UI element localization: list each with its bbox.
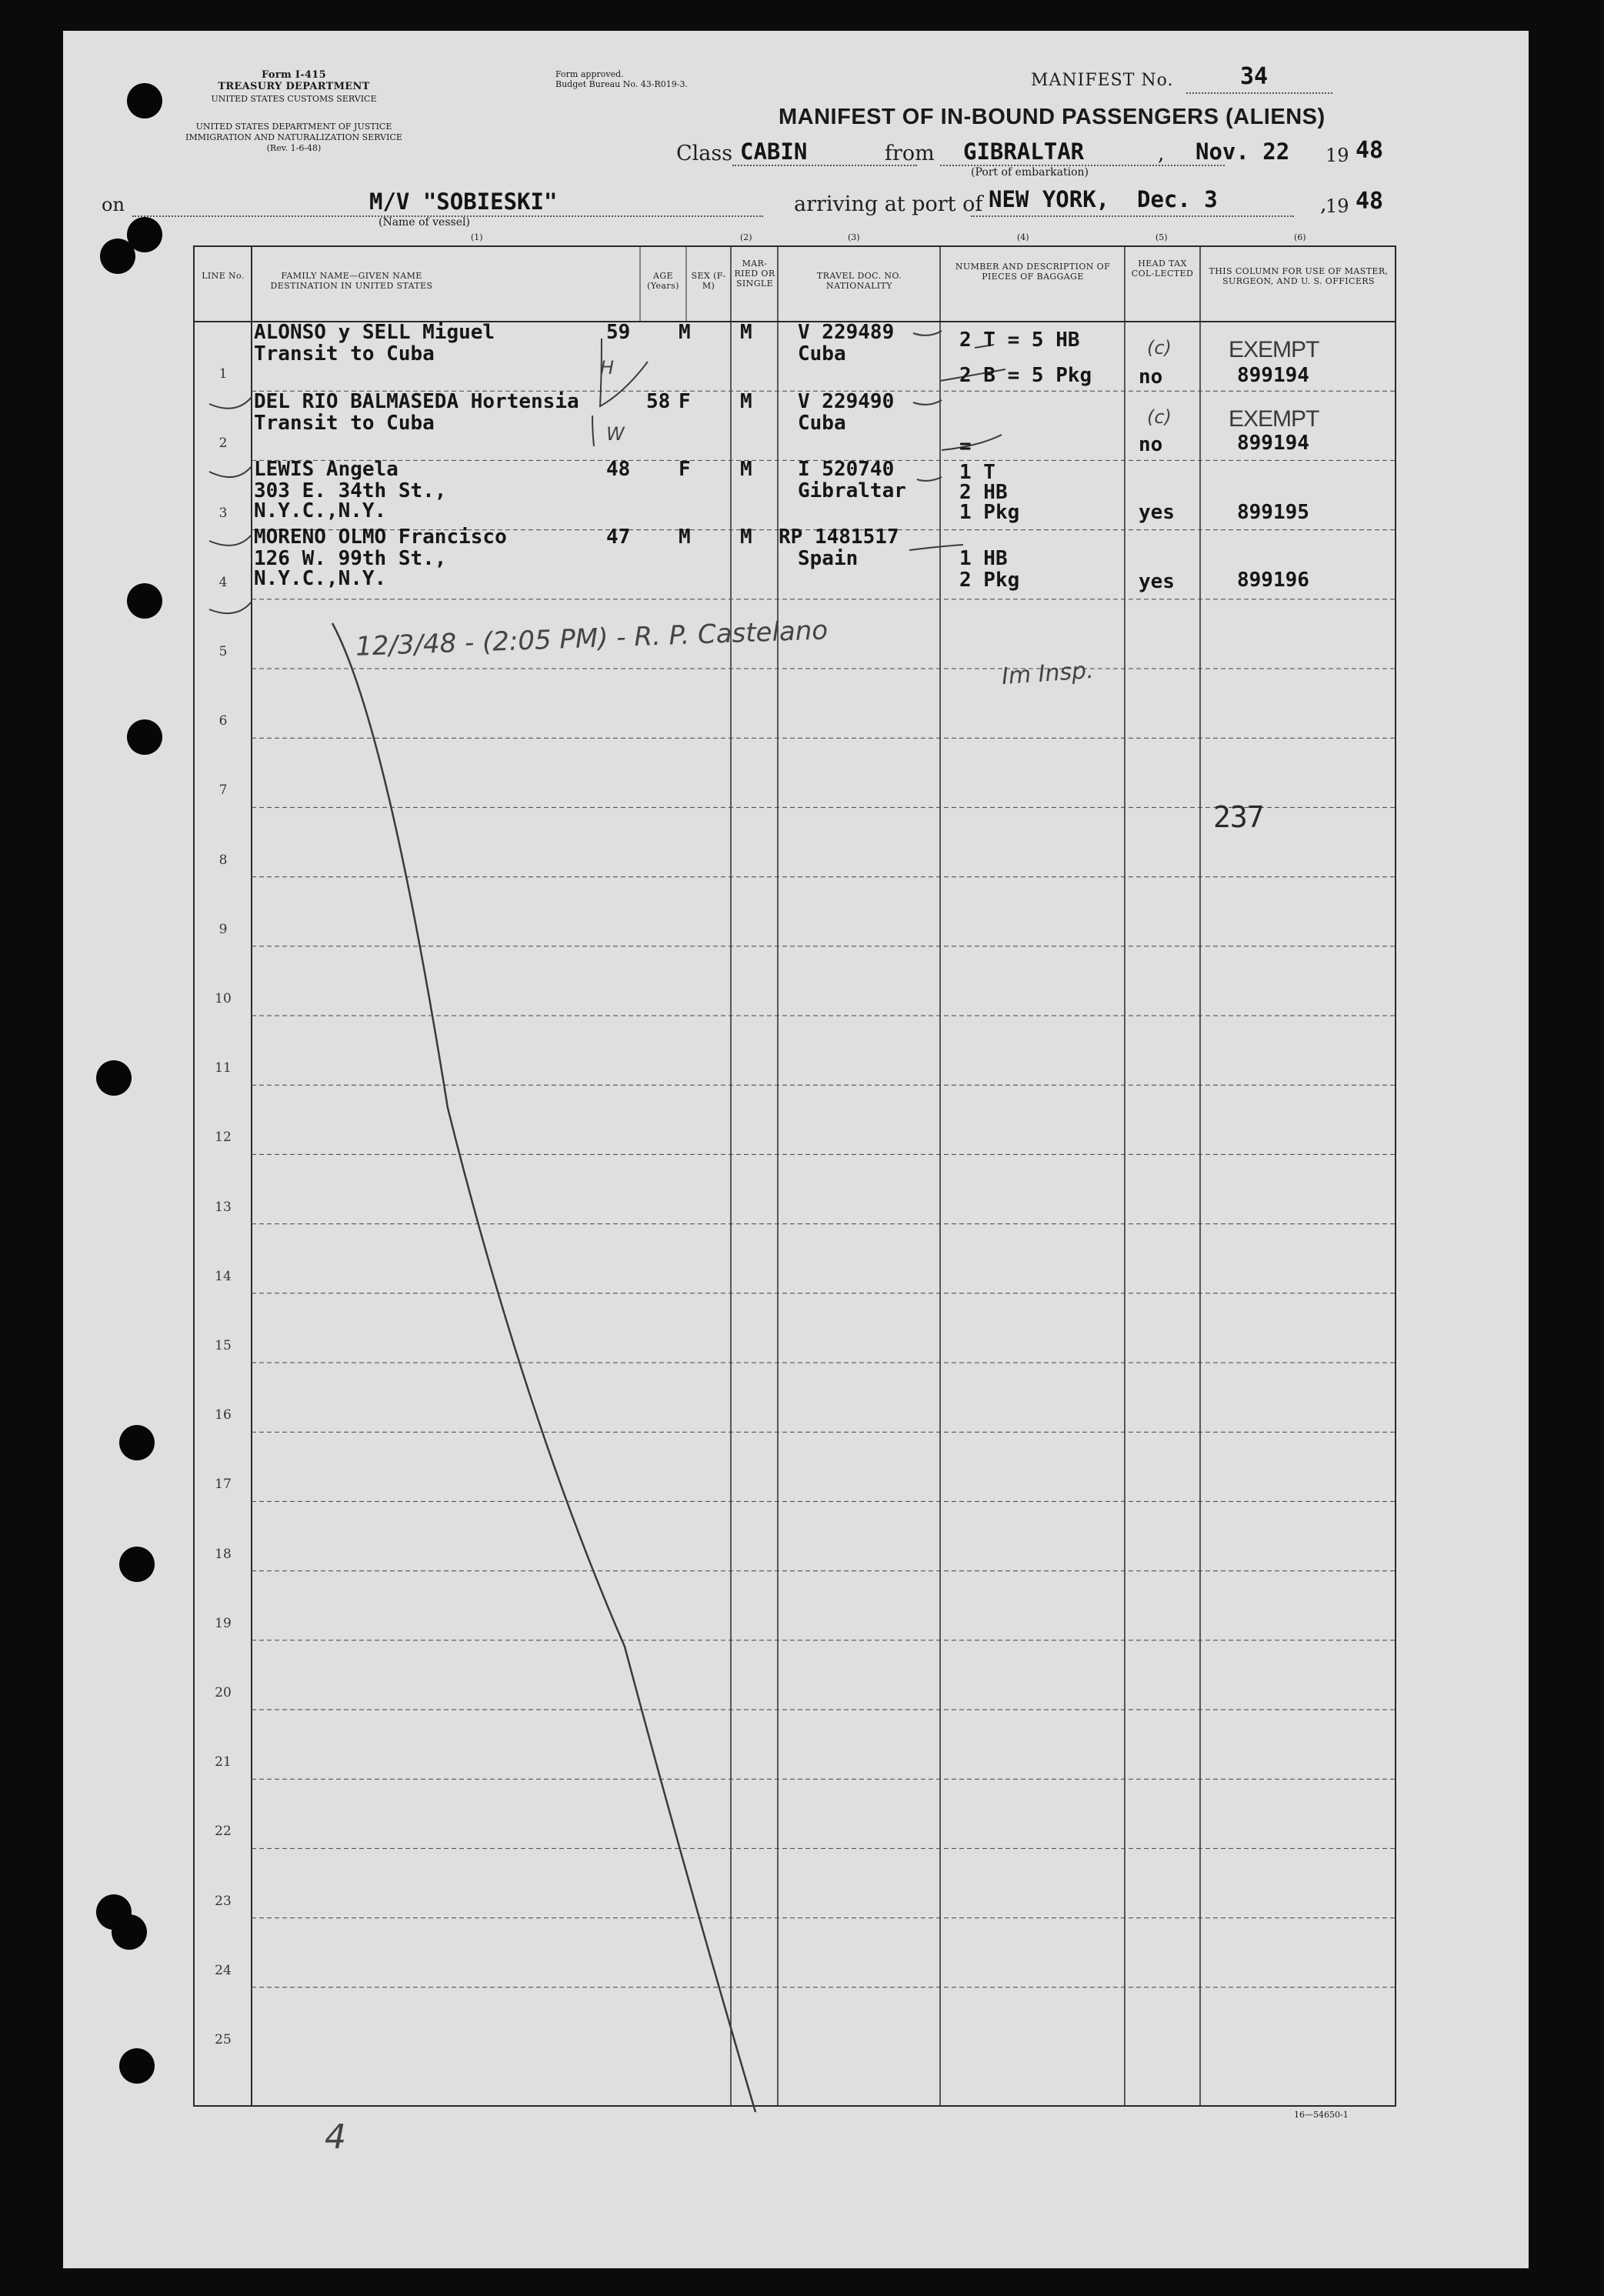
col-num-1: (1) bbox=[471, 232, 483, 242]
line-number: 15 bbox=[215, 1338, 232, 1353]
line-number: 3 bbox=[218, 505, 228, 521]
col-line-header: LINE No. bbox=[202, 271, 245, 281]
page-mark: 4 bbox=[325, 2117, 346, 2157]
arrival-year: 48 bbox=[1356, 188, 1384, 215]
passenger-4-age: 47 bbox=[606, 526, 631, 549]
passenger-2-exempt-stamp: EXEMPT bbox=[1229, 406, 1319, 432]
passenger-3-name: LEWIS Angela bbox=[254, 458, 398, 481]
arrival-date: Dec. 3 bbox=[1137, 186, 1218, 212]
col-travel-header: TRAVEL DOC. NO. NATIONALITY bbox=[816, 271, 902, 291]
col-num-4: (4) bbox=[1017, 232, 1029, 242]
passenger-2-tax: no bbox=[1139, 433, 1163, 456]
line-number: 11 bbox=[215, 1060, 232, 1076]
binder-hole bbox=[127, 583, 162, 619]
passenger-1-tax: no bbox=[1139, 365, 1163, 389]
passenger-1-sex: M bbox=[679, 321, 691, 344]
col-name-header: FAMILY NAME—GIVEN NAME DESTINATION IN UNITED STATES bbox=[270, 271, 433, 291]
class-value: CABIN bbox=[740, 138, 808, 165]
embark-date: Nov. 22 bbox=[1195, 138, 1290, 165]
passenger-1-officer-no: 899194 bbox=[1237, 364, 1309, 387]
print-code: 16—54650-1 bbox=[1294, 2110, 1349, 2120]
passenger-4-baggage-2: 2 Pkg bbox=[959, 569, 1020, 592]
on-label: on bbox=[102, 194, 125, 215]
line-number: 22 bbox=[215, 1824, 232, 1840]
col-age-header: AGE (Years) bbox=[647, 271, 679, 291]
line-number: 10 bbox=[215, 991, 232, 1006]
embark-year: 48 bbox=[1356, 137, 1384, 164]
arriving-label: arriving at port of bbox=[794, 192, 983, 216]
line-number: 13 bbox=[215, 1199, 232, 1215]
passenger-3-sex: F bbox=[679, 458, 691, 481]
binder-hole bbox=[119, 1425, 155, 1460]
comma-1: , bbox=[1158, 142, 1165, 165]
vessel-name: M/V "SOBIESKI" bbox=[369, 189, 558, 215]
passenger-1-baggage-1: 2 T = 5 HB bbox=[959, 329, 1080, 352]
binder-hole bbox=[96, 1060, 132, 1096]
passenger-2-hand-mark: W bbox=[606, 423, 625, 445]
col-num-6: (6) bbox=[1294, 232, 1306, 242]
check-marks bbox=[209, 331, 1005, 2112]
year-prefix-1: 19 bbox=[1326, 145, 1349, 166]
col-headtax-header: HEAD TAX COL-LECTED bbox=[1131, 259, 1194, 279]
passenger-1-baggage-2: 2 B = 5 Pkg bbox=[959, 364, 1092, 387]
passenger-1-dest: Transit to Cuba bbox=[254, 342, 435, 365]
passenger-3-baggage-3: 1 Pkg bbox=[959, 501, 1020, 524]
col-num-3: (3) bbox=[848, 232, 860, 242]
passenger-2-dest: Transit to Cuba bbox=[254, 412, 435, 435]
passenger-3-dest: 303 E. 34th St., bbox=[254, 479, 447, 502]
line-number: 9 bbox=[218, 921, 228, 937]
vessel-caption: (Name of vessel) bbox=[378, 216, 470, 229]
ins-service: IMMIGRATION AND NATURALIZATION SERVICE bbox=[185, 132, 402, 142]
from-value: GIBRALTAR bbox=[963, 138, 1085, 165]
class-label: Class bbox=[676, 142, 733, 165]
line-number: 25 bbox=[215, 2032, 232, 2047]
passenger-1-nationality: Cuba bbox=[798, 342, 846, 365]
col-officers-header: THIS COLUMN FOR USE OF MASTER, SURGEON, AND U. S. OFFICERS bbox=[1209, 266, 1389, 286]
line-number: 14 bbox=[215, 1268, 232, 1284]
passenger-1-doc: V 229489 bbox=[798, 321, 895, 344]
inspector-title: Im Insp. bbox=[1000, 656, 1095, 691]
passenger-3-married: M bbox=[740, 458, 752, 481]
treasury-department: TREASURY DEPARTMENT bbox=[218, 81, 370, 92]
passenger-4-dest: 126 W. 99th St., bbox=[254, 547, 447, 570]
passenger-4-officer-no: 899196 bbox=[1237, 569, 1309, 592]
line-number: 6 bbox=[218, 713, 228, 729]
comma-2: , bbox=[1320, 192, 1327, 216]
binder-hole bbox=[119, 2048, 155, 2084]
total-count: 237 bbox=[1213, 800, 1264, 834]
passenger-3-baggage-1: 1 T bbox=[959, 461, 995, 484]
col-baggage-header: NUMBER AND DESCRIPTION OF PIECES OF BAGGAGE bbox=[955, 262, 1111, 282]
passenger-2-baggage-1: = bbox=[959, 435, 972, 458]
passenger-4-dest2: N.Y.C.,N.Y. bbox=[254, 567, 387, 590]
passenger-2-tax-mark: (c) bbox=[1147, 406, 1172, 428]
passenger-1-name: ALONSO y SELL Miguel bbox=[254, 321, 495, 344]
passenger-1-tax-mark: (c) bbox=[1147, 337, 1172, 359]
line-number: 4 bbox=[218, 574, 228, 590]
manifest-title: MANIFEST OF IN-BOUND PASSENGERS (ALIENS) bbox=[779, 105, 1326, 129]
passenger-2-sex: F bbox=[679, 390, 691, 413]
year-prefix-2: 19 bbox=[1326, 195, 1349, 217]
port-caption: (Port of embarkation) bbox=[971, 166, 1089, 179]
line-number: 18 bbox=[215, 1546, 232, 1562]
passenger-4-name: MORENO OLMO Francisco bbox=[254, 526, 507, 549]
passenger-4-tax: yes bbox=[1139, 570, 1175, 593]
binder-hole bbox=[119, 1547, 155, 1582]
line-number: 21 bbox=[215, 1754, 232, 1770]
line-number: 1 bbox=[218, 366, 228, 382]
passenger-4-sex: M bbox=[679, 526, 691, 549]
binder-hole bbox=[127, 83, 162, 118]
passenger-1-age: 59 bbox=[606, 321, 631, 344]
line-number: 19 bbox=[215, 1615, 232, 1631]
line-number: 7 bbox=[218, 783, 228, 799]
passenger-3-dest2: N.Y.C.,N.Y. bbox=[254, 499, 387, 522]
passenger-3-tax: yes bbox=[1139, 501, 1175, 524]
manifest-no-label: MANIFEST No. bbox=[1031, 71, 1174, 90]
line-number: 12 bbox=[215, 1130, 232, 1146]
passenger-4-nationality: Spain bbox=[798, 547, 859, 570]
passenger-4-doc: RP 1481517 bbox=[779, 526, 899, 549]
passenger-2-name: DEL RIO BALMASEDA Hortensia bbox=[254, 390, 579, 413]
revision-date: (Rev. 1-6-48) bbox=[266, 143, 322, 153]
passenger-3-age: 48 bbox=[606, 458, 631, 481]
inspection-signature: 12/3/48 - (2:05 PM) - R. P. Castelano bbox=[355, 615, 829, 662]
line-number: 20 bbox=[215, 1685, 232, 1700]
line-number: 8 bbox=[218, 852, 228, 868]
col-num-5: (5) bbox=[1155, 232, 1168, 242]
passenger-4-married: M bbox=[740, 526, 752, 549]
form-number: Form I-415 bbox=[262, 69, 326, 81]
passenger-2-married: M bbox=[740, 390, 752, 413]
passenger-3-officer-no: 899195 bbox=[1237, 501, 1309, 524]
line-number: 24 bbox=[215, 1962, 232, 1978]
binder-hole bbox=[100, 239, 135, 274]
passenger-3-doc: I 520740 bbox=[798, 458, 895, 481]
justice-department: UNITED STATES DEPARTMENT OF JUSTICE bbox=[195, 122, 392, 132]
passenger-3-baggage-2: 2 HB bbox=[959, 481, 1008, 504]
line-number: 16 bbox=[215, 1407, 232, 1423]
passenger-1-exempt-stamp: EXEMPT bbox=[1229, 337, 1319, 362]
passenger-1-hand-mark: H bbox=[600, 357, 615, 379]
col-num-2: (2) bbox=[740, 232, 752, 242]
passenger-1-married: M bbox=[740, 321, 752, 344]
passenger-2-nationality: Cuba bbox=[798, 412, 846, 435]
col-married-header: MAR-RIED OR SINGLE bbox=[734, 259, 775, 289]
line-number: 5 bbox=[218, 644, 228, 659]
binder-hole bbox=[112, 1914, 147, 1950]
customs-service: UNITED STATES CUSTOMS SERVICE bbox=[211, 94, 377, 104]
budget-bureau: Budget Bureau No. 43-R019-3. bbox=[555, 79, 689, 89]
passenger-2-age: 58 bbox=[646, 390, 671, 413]
line-number: 17 bbox=[215, 1477, 232, 1493]
arrival-port: NEW YORK, bbox=[989, 186, 1110, 212]
form-approved: Form approved. bbox=[555, 69, 624, 79]
line-number: 2 bbox=[218, 436, 228, 452]
binder-hole bbox=[127, 719, 162, 755]
from-label: from bbox=[885, 142, 935, 165]
manifest-no: 34 bbox=[1240, 63, 1269, 90]
manifest-page bbox=[63, 31, 1529, 2268]
line-number: 23 bbox=[215, 1893, 232, 1909]
col-sex-header: SEX (F-M) bbox=[691, 271, 726, 291]
passenger-2-doc: V 229490 bbox=[798, 390, 895, 413]
passenger-4-baggage-1: 1 HB bbox=[959, 547, 1008, 570]
passenger-3-nationality: Gibraltar bbox=[798, 479, 906, 502]
passenger-2-officer-no: 899194 bbox=[1237, 432, 1309, 455]
